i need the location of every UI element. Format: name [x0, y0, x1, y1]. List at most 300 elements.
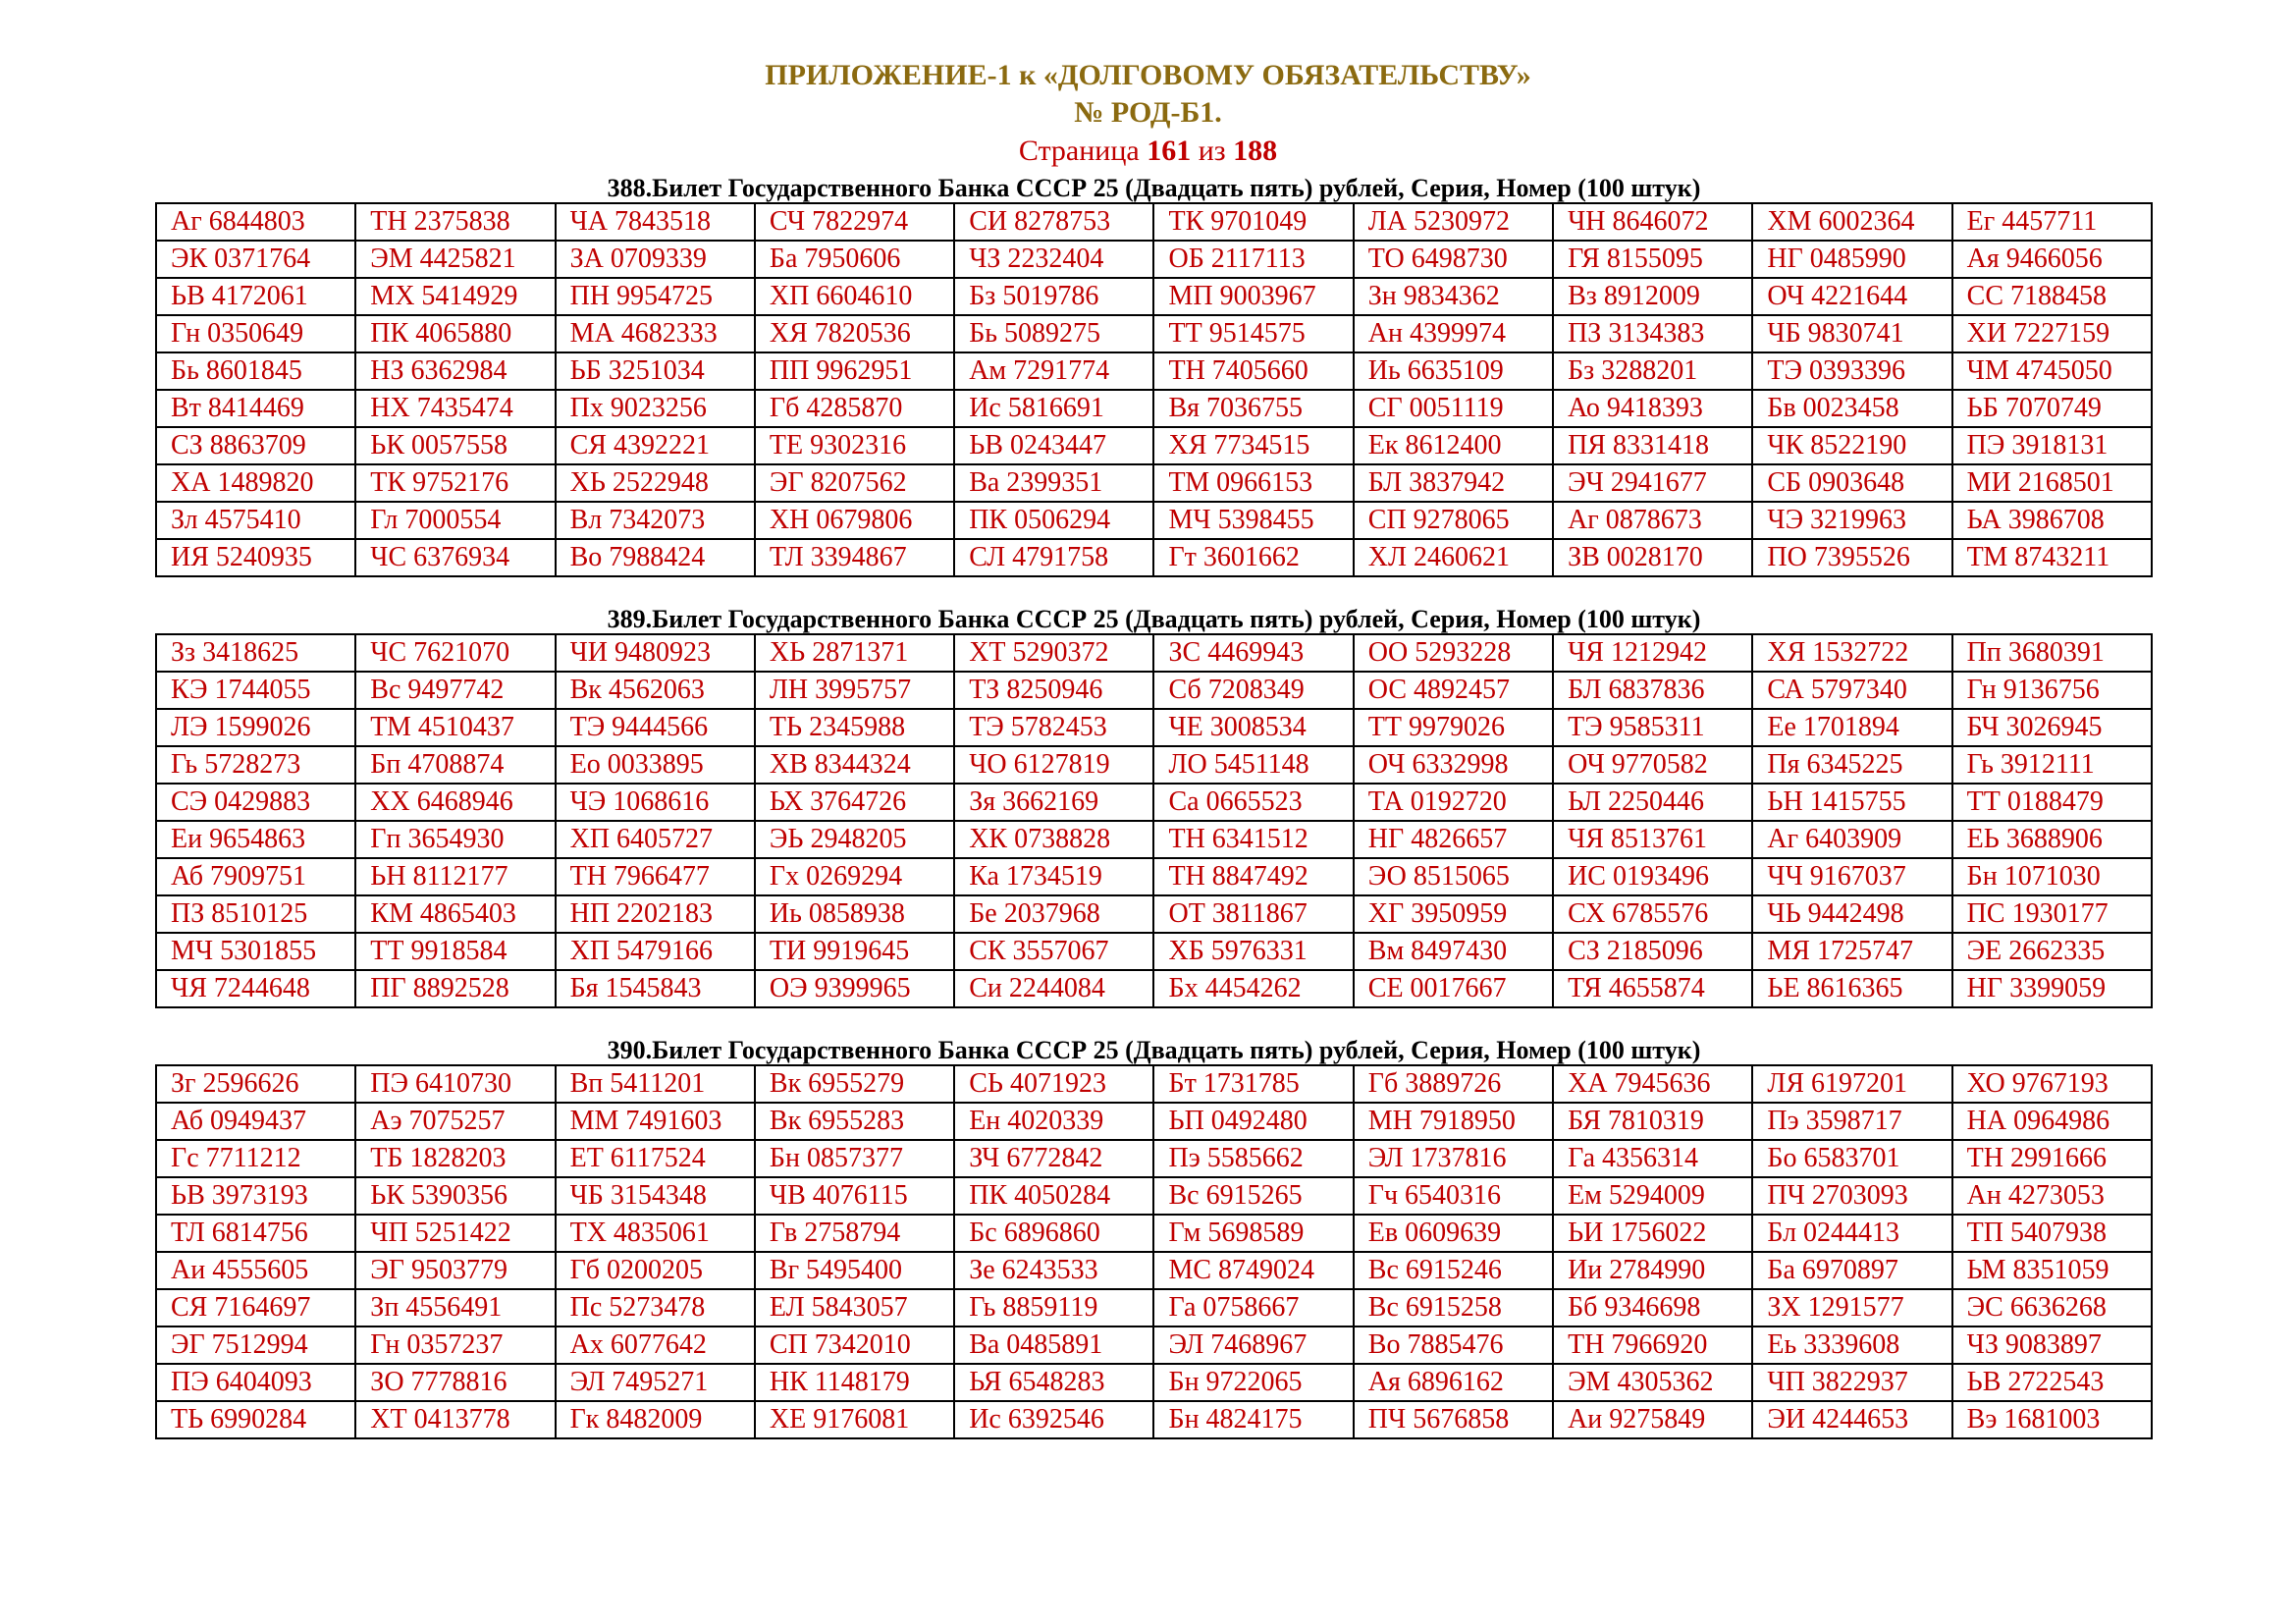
serial-number-cell: ЧП 5251422	[355, 1215, 555, 1252]
serial-number-cell: МС 8749024	[1153, 1252, 1353, 1289]
serial-number-cell: Во 7885476	[1354, 1326, 1553, 1364]
serial-number-cell: Гв 2758794	[755, 1215, 954, 1252]
serial-number-cell: Во 7988424	[556, 539, 755, 576]
serial-number-cell: Ая 6896162	[1354, 1364, 1553, 1401]
serial-number-cell: ХБ 5976331	[1153, 933, 1353, 970]
serial-number-cell: СП 7342010	[755, 1326, 954, 1364]
table-row	[156, 390, 2152, 427]
table-row	[156, 1252, 2152, 1289]
serial-number-cell: Пх 9023256	[556, 390, 755, 427]
serial-number-cell: ЬБ 7070749	[1952, 390, 2152, 427]
serial-number-cell: ПЧ 5676858	[1354, 1401, 1553, 1438]
serial-number-cell: ЧЗ 2232404	[954, 241, 1153, 278]
serial-number-cell: Зп 4556491	[355, 1289, 555, 1326]
serial-number-cell: ТП 5407938	[1952, 1215, 2152, 1252]
serial-number-cell: НХ 7435474	[355, 390, 555, 427]
serial-number-cell: ТО 6498730	[1354, 241, 1553, 278]
table-row	[156, 746, 2152, 784]
serial-number-cell: ХЬ 2522948	[556, 464, 755, 502]
serial-number-cell: ЧС 7621070	[355, 634, 555, 672]
serial-number-cell: Вл 7342073	[556, 502, 755, 539]
serial-number-cell: Бт 1731785	[1153, 1065, 1353, 1103]
serial-number-cell: Ва 2399351	[954, 464, 1153, 502]
serial-number-cell: ОЧ 9770582	[1553, 746, 1752, 784]
serial-number-cell: Вс 9497742	[355, 672, 555, 709]
serial-number-cell: ТК 9752176	[355, 464, 555, 502]
serial-number-cell: ХМ 6002364	[1752, 203, 1951, 241]
serial-number-cell: Пс 5273478	[556, 1289, 755, 1326]
serial-number-cell: Ии 2784990	[1553, 1252, 1752, 1289]
serial-number-cell: Бз 3288201	[1553, 352, 1752, 390]
serial-number-cell: ТН 2991666	[1952, 1140, 2152, 1177]
serial-number-cell: НА 0964986	[1952, 1103, 2152, 1140]
serial-number-cell: ЧО 6127819	[954, 746, 1153, 784]
serial-number-cell: ЧЭ 1068616	[556, 784, 755, 821]
serial-number-cell: ОТ 3811867	[1153, 895, 1353, 933]
table-row	[156, 709, 2152, 746]
serial-number-cell: ЛН 3995757	[755, 672, 954, 709]
serial-number-cell: ПЗ 3134383	[1553, 315, 1752, 352]
banknote-section-389	[155, 605, 2153, 1008]
serial-number-cell: ЧС 6376934	[355, 539, 555, 576]
serial-number-cell: ПЭ 6404093	[156, 1364, 355, 1401]
serial-number-cell: Бь 5089275	[954, 315, 1153, 352]
serial-number-cell: ЬМ 8351059	[1952, 1252, 2152, 1289]
serial-number-cell: ЧН 8646072	[1553, 203, 1752, 241]
serial-number-cell: ЭЕ 2662335	[1952, 933, 2152, 970]
serial-number-cell: ТЕ 9302316	[755, 427, 954, 464]
serial-number-cell: ПК 4050284	[954, 1177, 1153, 1215]
serial-number-cell: Вя 7036755	[1153, 390, 1353, 427]
serial-number-cell: Еь 3339608	[1752, 1326, 1951, 1364]
serial-number-cell: ЧК 8522190	[1752, 427, 1951, 464]
serial-number-cell: МИ 2168501	[1952, 464, 2152, 502]
serial-number-cell: ЗА 0709339	[556, 241, 755, 278]
serial-number-cell: ЭК 0371764	[156, 241, 355, 278]
serial-number-cell: ЧЕ 3008534	[1153, 709, 1353, 746]
appendix-title: ПРИЛОЖЕНИЕ-1 к «ДОЛГОВОМУ ОБЯЗАТЕЛЬСТВУ»	[765, 59, 1531, 91]
serial-number-cell: ХА 1489820	[156, 464, 355, 502]
serial-number-cell: ЬЛ 2250446	[1553, 784, 1752, 821]
serial-number-cell: СЕ 0017667	[1354, 970, 1553, 1007]
serial-number-cell: ПЧ 2703093	[1752, 1177, 1951, 1215]
table-row	[156, 1289, 2152, 1326]
serial-number-cell: Ах 6077642	[556, 1326, 755, 1364]
serial-number-cell: ТМ 8743211	[1952, 539, 2152, 576]
page-total: 188	[1233, 135, 1278, 167]
serial-number-cell: ТМ 4510437	[355, 709, 555, 746]
serial-table	[155, 633, 2153, 1008]
serial-number-cell: ХИ 7227159	[1952, 315, 2152, 352]
serial-number-cell: ТТ 9979026	[1354, 709, 1553, 746]
serial-number-cell: Аб 0949437	[156, 1103, 355, 1140]
table-row	[156, 858, 2152, 895]
serial-number-cell: ХГ 3950959	[1354, 895, 1553, 933]
serial-number-cell: Пя 6345225	[1752, 746, 1951, 784]
serial-number-cell: ПК 0506294	[954, 502, 1153, 539]
serial-number-cell: ОЭ 9399965	[755, 970, 954, 1007]
serial-number-cell: ЬИ 1756022	[1553, 1215, 1752, 1252]
serial-number-cell: Ва 0485891	[954, 1326, 1153, 1364]
serial-number-cell: Гм 5698589	[1153, 1215, 1353, 1252]
serial-number-cell: Вк 6955279	[755, 1065, 954, 1103]
serial-number-cell: ТЯ 4655874	[1553, 970, 1752, 1007]
table-row	[156, 1215, 2152, 1252]
serial-number-cell: Бл 0244413	[1752, 1215, 1951, 1252]
table-row	[156, 970, 2152, 1007]
serial-number-cell: МХ 5414929	[355, 278, 555, 315]
serial-number-cell: ЗВ 0028170	[1553, 539, 1752, 576]
obligation-number: № РОД-Б1.	[1074, 96, 1222, 129]
serial-number-cell: Зн 9834362	[1354, 278, 1553, 315]
serial-number-cell: ХЕ 9176081	[755, 1401, 954, 1438]
table-row	[156, 1140, 2152, 1177]
serial-number-cell: ТА 0192720	[1354, 784, 1553, 821]
serial-number-cell: МЧ 5398455	[1153, 502, 1353, 539]
serial-number-cell: Аи 9275849	[1553, 1401, 1752, 1438]
serial-number-cell: ТН 7966477	[556, 858, 755, 895]
serial-number-cell: ПЭ 6410730	[355, 1065, 555, 1103]
serial-number-cell: Вз 8912009	[1553, 278, 1752, 315]
table-row	[156, 672, 2152, 709]
serial-number-cell: БЯ 7810319	[1553, 1103, 1752, 1140]
serial-number-cell: Бп 4708874	[355, 746, 555, 784]
serial-number-cell: Ба 7950606	[755, 241, 954, 278]
table-row	[156, 539, 2152, 576]
serial-number-cell: МЧ 5301855	[156, 933, 355, 970]
serial-number-cell: ЬБ 3251034	[556, 352, 755, 390]
serial-number-cell: ЧЭ 3219963	[1752, 502, 1951, 539]
serial-number-cell: ТЛ 3394867	[755, 539, 954, 576]
serial-number-cell: ЭЛ 7468967	[1153, 1326, 1353, 1364]
serial-number-cell: ЕЛ 5843057	[755, 1289, 954, 1326]
serial-number-cell: СХ 6785576	[1553, 895, 1752, 933]
serial-number-cell: МЯ 1725747	[1752, 933, 1951, 970]
serial-number-cell: ИЯ 5240935	[156, 539, 355, 576]
serial-number-cell: ОС 4892457	[1354, 672, 1553, 709]
serial-number-cell: ХП 5479166	[556, 933, 755, 970]
serial-number-cell: ЧБ 3154348	[556, 1177, 755, 1215]
serial-number-cell: ТЗ 8250946	[954, 672, 1153, 709]
serial-number-cell: ТЬ 2345988	[755, 709, 954, 746]
serial-number-cell: Гл 7000554	[355, 502, 555, 539]
serial-number-cell: НК 1148179	[755, 1364, 954, 1401]
serial-number-cell: Бо 6583701	[1752, 1140, 1951, 1177]
serial-number-cell: Еи 9654863	[156, 821, 355, 858]
serial-number-cell: ЬВ 0243447	[954, 427, 1153, 464]
serial-number-cell: Аг 0878673	[1553, 502, 1752, 539]
serial-number-cell: Вэ 1681003	[1952, 1401, 2152, 1438]
serial-number-cell: ХП 6405727	[556, 821, 755, 858]
serial-number-cell: ПГ 8892528	[355, 970, 555, 1007]
serial-number-cell: ХК 0738828	[954, 821, 1153, 858]
serial-number-cell: Бз 5019786	[954, 278, 1153, 315]
serial-number-cell: ЬК 0057558	[355, 427, 555, 464]
serial-number-cell: ТК 9701049	[1153, 203, 1353, 241]
serial-number-cell: ТТ 9918584	[355, 933, 555, 970]
serial-number-cell: Ао 9418393	[1553, 390, 1752, 427]
serial-number-cell: Бв 0023458	[1752, 390, 1951, 427]
serial-table	[155, 1064, 2153, 1439]
serial-number-cell: ЧЯ 7244648	[156, 970, 355, 1007]
serial-number-cell: ЬН 8112177	[355, 858, 555, 895]
table-row	[156, 315, 2152, 352]
serial-number-cell: Зе 6243533	[954, 1252, 1153, 1289]
serial-number-cell: ТН 7966920	[1553, 1326, 1752, 1364]
serial-number-cell: Гп 3654930	[355, 821, 555, 858]
table-row	[156, 933, 2152, 970]
serial-number-cell: Пп 3680391	[1952, 634, 2152, 672]
serial-number-cell: Бн 0857377	[755, 1140, 954, 1177]
serial-number-cell: Аэ 7075257	[355, 1103, 555, 1140]
serial-number-cell: ЗО 7778816	[355, 1364, 555, 1401]
serial-number-cell: ЭО 8515065	[1354, 858, 1553, 895]
serial-number-cell: ТЛ 6814756	[156, 1215, 355, 1252]
serial-number-cell: МП 9003967	[1153, 278, 1353, 315]
serial-number-cell: ХА 7945636	[1553, 1065, 1752, 1103]
table-row	[156, 821, 2152, 858]
serial-number-cell: Гь 3912111	[1952, 746, 2152, 784]
serial-number-cell: Зг 2596626	[156, 1065, 355, 1103]
serial-number-cell: ТЭ 5782453	[954, 709, 1153, 746]
serial-number-cell: ХО 9767193	[1952, 1065, 2152, 1103]
serial-number-cell: Сб 7208349	[1153, 672, 1353, 709]
serial-number-cell: Ба 6970897	[1752, 1252, 1951, 1289]
serial-number-cell: ХЯ 7820536	[755, 315, 954, 352]
serial-number-cell: ПО 7395526	[1752, 539, 1951, 576]
serial-number-cell: ОБ 2117113	[1153, 241, 1353, 278]
serial-number-cell: ЧЧ 9167037	[1752, 858, 1951, 895]
serial-number-cell: Гб 0200205	[556, 1252, 755, 1289]
serial-number-cell: НГ 0485990	[1752, 241, 1951, 278]
serial-number-cell: СА 5797340	[1752, 672, 1951, 709]
serial-number-cell: ПЭ 3918131	[1952, 427, 2152, 464]
serial-number-cell: Бн 1071030	[1952, 858, 2152, 895]
serial-number-cell: ЬП 0492480	[1153, 1103, 1353, 1140]
serial-number-cell: Ев 0609639	[1354, 1215, 1553, 1252]
serial-number-cell: Га 4356314	[1553, 1140, 1752, 1177]
serial-number-cell: ТТ 9514575	[1153, 315, 1353, 352]
serial-number-cell: СЯ 7164697	[156, 1289, 355, 1326]
serial-number-cell: Бн 9722065	[1153, 1364, 1353, 1401]
serial-number-cell: СЯ 4392221	[556, 427, 755, 464]
serial-number-cell: Гь 8859119	[954, 1289, 1153, 1326]
table-row	[156, 352, 2152, 390]
table-row	[156, 241, 2152, 278]
serial-number-cell: ЛЭ 1599026	[156, 709, 355, 746]
serial-number-cell: ЬВ 4172061	[156, 278, 355, 315]
serial-number-cell: ХН 0679806	[755, 502, 954, 539]
table-row	[156, 895, 2152, 933]
serial-number-cell: ОЧ 6332998	[1354, 746, 1553, 784]
serial-number-cell: ПЯ 8331418	[1553, 427, 1752, 464]
serial-number-cell: ЧП 3822937	[1752, 1364, 1951, 1401]
serial-number-cell: ОО 5293228	[1354, 634, 1553, 672]
serial-number-cell: ЭЛ 7495271	[556, 1364, 755, 1401]
serial-number-cell: БЛ 3837942	[1354, 464, 1553, 502]
serial-number-cell: Гн 0357237	[355, 1326, 555, 1364]
serial-number-cell: СБ 0903648	[1752, 464, 1951, 502]
serial-number-cell: ЧЗ 9083897	[1952, 1326, 2152, 1364]
serial-number-cell: СП 9278065	[1354, 502, 1553, 539]
serial-number-cell: ЧЯ 8513761	[1553, 821, 1752, 858]
serial-number-cell: ЬВ 2722543	[1952, 1364, 2152, 1401]
serial-number-cell: Си 2244084	[954, 970, 1153, 1007]
serial-number-cell: ЬН 1415755	[1752, 784, 1951, 821]
serial-number-cell: ЧБ 9830741	[1752, 315, 1951, 352]
serial-number-cell: ЭМ 4425821	[355, 241, 555, 278]
serial-table	[155, 202, 2153, 577]
serial-number-cell: ТТ 0188479	[1952, 784, 2152, 821]
serial-number-cell: Гб 4285870	[755, 390, 954, 427]
serial-number-cell: Иь 6635109	[1354, 352, 1553, 390]
serial-number-cell: ЕТ 6117524	[556, 1140, 755, 1177]
serial-number-cell: КЭ 1744055	[156, 672, 355, 709]
serial-number-cell: Вс 6915258	[1354, 1289, 1553, 1326]
serial-number-cell: ЗЧ 6772842	[954, 1140, 1153, 1177]
serial-number-cell: ХХ 6468946	[355, 784, 555, 821]
table-row	[156, 1065, 2152, 1103]
serial-number-cell: ТХ 4835061	[556, 1215, 755, 1252]
serial-number-cell: НГ 4826657	[1354, 821, 1553, 858]
serial-number-cell: Ео 0033895	[556, 746, 755, 784]
serial-number-cell: Гх 0269294	[755, 858, 954, 895]
table-row	[156, 784, 2152, 821]
serial-number-cell: ПК 4065880	[355, 315, 555, 352]
serial-number-cell: ЭС 6636268	[1952, 1289, 2152, 1326]
table-row	[156, 464, 2152, 502]
serial-number-cell: Ен 4020339	[954, 1103, 1153, 1140]
table-row	[156, 1326, 2152, 1364]
table-row	[156, 278, 2152, 315]
serial-number-cell: Ее 1701894	[1752, 709, 1951, 746]
serial-number-cell: ТМ 0966153	[1153, 464, 1353, 502]
serial-number-cell: Зл 4575410	[156, 502, 355, 539]
serial-number-cell: Аг 6844803	[156, 203, 355, 241]
table-row	[156, 427, 2152, 464]
serial-number-cell: СЬ 4071923	[954, 1065, 1153, 1103]
serial-number-cell: МА 4682333	[556, 315, 755, 352]
serial-number-cell: СЭ 0429883	[156, 784, 355, 821]
serial-number-cell: ЗХ 1291577	[1752, 1289, 1951, 1326]
serial-number-cell: ПН 9954725	[556, 278, 755, 315]
page-current: 161	[1147, 135, 1192, 167]
serial-number-cell: Ая 9466056	[1952, 241, 2152, 278]
serial-number-cell: ТН 6341512	[1153, 821, 1353, 858]
serial-number-cell: ХЛ 2460621	[1354, 539, 1553, 576]
serial-number-cell: БЛ 6837836	[1553, 672, 1752, 709]
serial-number-cell: Вп 5411201	[556, 1065, 755, 1103]
serial-number-cell: Вс 6915265	[1153, 1177, 1353, 1215]
serial-number-cell: Гк 8482009	[556, 1401, 755, 1438]
serial-number-cell: ЛЯ 6197201	[1752, 1065, 1951, 1103]
serial-number-cell: ХЯ 7734515	[1153, 427, 1353, 464]
serial-number-cell: ТЭ 0393396	[1752, 352, 1951, 390]
serial-number-cell: ММ 7491603	[556, 1103, 755, 1140]
serial-number-cell: СГ 0051119	[1354, 390, 1553, 427]
serial-number-cell: ЛО 5451148	[1153, 746, 1353, 784]
serial-number-cell: Бь 8601845	[156, 352, 355, 390]
serial-number-cell: Гб 3889726	[1354, 1065, 1553, 1103]
serial-number-cell: ИС 0193496	[1553, 858, 1752, 895]
serial-number-cell: ЧЬ 9442498	[1752, 895, 1951, 933]
serial-number-cell: ХЬ 2871371	[755, 634, 954, 672]
serial-number-cell: ХТ 0413778	[355, 1401, 555, 1438]
serial-number-cell: Бс 6896860	[954, 1215, 1153, 1252]
serial-number-cell: ЭИ 4244653	[1752, 1401, 1951, 1438]
serial-number-cell: ЧА 7843518	[556, 203, 755, 241]
serial-number-cell: ЭГ 8207562	[755, 464, 954, 502]
serial-number-cell: ЭЧ 2941677	[1553, 464, 1752, 502]
serial-number-cell: ТБ 1828203	[355, 1140, 555, 1177]
serial-number-cell: Пэ 3598717	[1752, 1103, 1951, 1140]
serial-number-cell: Пэ 5585662	[1153, 1140, 1353, 1177]
serial-number-cell: ТН 8847492	[1153, 858, 1353, 895]
serial-number-cell: ТН 2375838	[355, 203, 555, 241]
table-row	[156, 203, 2152, 241]
serial-number-cell: ЕЬ 3688906	[1952, 821, 2152, 858]
serial-number-cell: ЬВ 3973193	[156, 1177, 355, 1215]
table-row	[156, 1364, 2152, 1401]
table-row	[156, 1401, 2152, 1438]
serial-number-cell: ЭГ 7512994	[156, 1326, 355, 1364]
serial-number-cell: ЬЕ 8616365	[1752, 970, 1951, 1007]
serial-number-cell: Гь 5728273	[156, 746, 355, 784]
document-header	[0, 57, 2296, 171]
serial-number-cell: Вм 8497430	[1354, 933, 1553, 970]
serial-number-cell: ПП 9962951	[755, 352, 954, 390]
serial-number-cell: ЧИ 9480923	[556, 634, 755, 672]
serial-number-cell: Ек 8612400	[1354, 427, 1553, 464]
section-title: 389.Билет Государственного Банка СССР 25 (Двадцать пять) рублей, Серия, Номер (100 штук)	[607, 605, 1701, 633]
table-row	[156, 1103, 2152, 1140]
serial-number-cell: Иь 0858938	[755, 895, 954, 933]
serial-number-cell: Ам 7291774	[954, 352, 1153, 390]
serial-number-cell: СЗ 8863709	[156, 427, 355, 464]
serial-number-cell: ТИ 9919645	[755, 933, 954, 970]
table-row	[156, 1177, 2152, 1215]
serial-number-cell: Бе 2037968	[954, 895, 1153, 933]
section-title: 388.Билет Государственного Банка СССР 25 (Двадцать пять) рублей, Серия, Номер (100 штук)	[607, 174, 1701, 202]
serial-number-cell: Вс 6915246	[1354, 1252, 1553, 1289]
serial-number-cell: ЬЯ 6548283	[954, 1364, 1153, 1401]
serial-number-cell: ХВ 8344324	[755, 746, 954, 784]
table-row	[156, 502, 2152, 539]
banknote-section-388	[155, 174, 2153, 577]
serial-number-cell: ХТ 5290372	[954, 634, 1153, 672]
serial-number-cell: ЭЬ 2948205	[755, 821, 954, 858]
serial-number-cell: ТН 7405660	[1153, 352, 1353, 390]
serial-number-cell: ЧВ 4076115	[755, 1177, 954, 1215]
serial-number-cell: Га 0758667	[1153, 1289, 1353, 1326]
serial-number-cell: ЗС 4469943	[1153, 634, 1353, 672]
serial-number-cell: НП 2202183	[556, 895, 755, 933]
serial-number-cell: Зя 3662169	[954, 784, 1153, 821]
serial-number-cell: Ка 1734519	[954, 858, 1153, 895]
serial-number-cell: Ис 6392546	[954, 1401, 1153, 1438]
serial-number-cell: СС 7188458	[1952, 278, 2152, 315]
serial-number-cell: ЬА 3986708	[1952, 502, 2152, 539]
serial-number-cell: Бя 1545843	[556, 970, 755, 1007]
serial-number-cell: ХЯ 1532722	[1752, 634, 1951, 672]
serial-number-cell: Аг 6403909	[1752, 821, 1951, 858]
serial-number-cell: НГ 3399059	[1952, 970, 2152, 1007]
serial-number-cell: Вк 4562063	[556, 672, 755, 709]
serial-number-cell: ТЬ 6990284	[156, 1401, 355, 1438]
serial-number-cell: Гн 0350649	[156, 315, 355, 352]
page-counter	[0, 132, 2296, 171]
serial-number-cell: МН 7918950	[1354, 1103, 1553, 1140]
